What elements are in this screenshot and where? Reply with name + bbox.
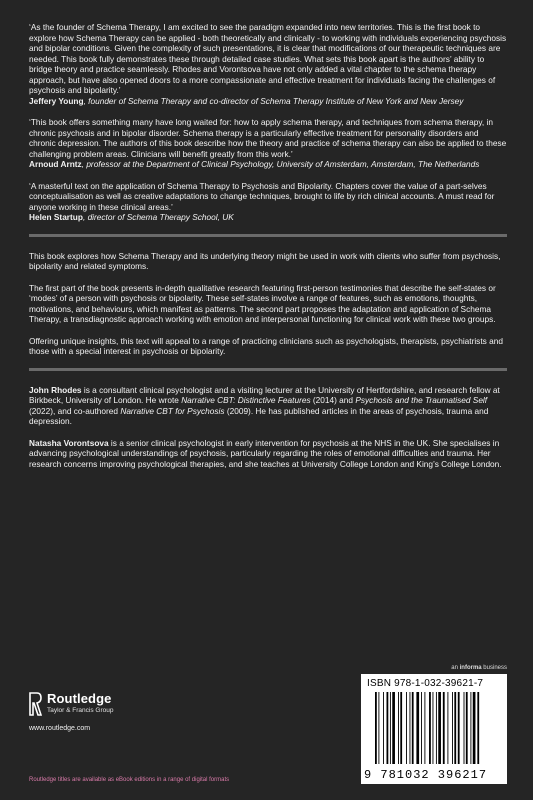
endorser-name: Jeffery Young (29, 95, 84, 106)
endorsement-attribution (29, 212, 507, 223)
endorsement-attribution (29, 159, 507, 170)
publisher-website[interactable]: www.routledge.com (29, 725, 91, 732)
bio-text: is a consultant clinical psychologist and a visiting lecturer at the University of Hertfordshire, and research fellow at Birkbeck, University of London. He wrote (29, 384, 500, 405)
endorsement-3 (29, 181, 507, 223)
cover-footer (29, 665, 507, 790)
ebook-note: Routledge titles are available as eBook editions in a range of digital formats (29, 777, 230, 783)
book-title: Narrative CBT for Psychosis (120, 405, 225, 416)
informa-brand: informa (459, 665, 482, 671)
barcode-icon (375, 692, 503, 764)
isbn-number: ISBN 978-1-032-39621-7 (367, 678, 484, 689)
endorsement-quote: ‘A masterful text on the application of Schema Therapy to Psychosis and Bipolarity. Chapters cover the value of a part-selves conceptualisation as well as creative adaptations to change techniques, brought to life by rich clinical accounts. A must read for anyone working in these clinical areas.’ (29, 180, 495, 212)
endorsement-1 (29, 22, 507, 106)
section-divider (29, 234, 507, 237)
book-title: Narrative CBT: Distinctive Features (181, 395, 311, 405)
section-divider (29, 368, 507, 371)
informa-suffix: business (481, 665, 507, 671)
endorsement-quote: ‘As the founder of Schema Therapy, I am excited to see the paradigm expanded into new territories. This is the first book to explore how Schema Therapy can be applied - both theoretically and clinically - to working with individuals experiencing psychosis and bipolar conditions. Given the complexity of such presentations, it is clear that modifications of our therapeutic techniques are needed. This book fully demonstrates these through detailed case studies. What sets this book apart is the authors’ ability to bridge theory and practice seamlessly. Rhodes and Vorontsova have not only added a vital chapter to the schema therapy approach, but have also opened doors to a more compassionate and effective treatment for individuals facing the challenges of psychosis and bipolarity.’ (29, 22, 507, 95)
endorser-name: Helen Startup (29, 212, 83, 222)
bio-text: (2009). He has published articles in the areas of psychosis, trauma and depression. (29, 405, 489, 426)
endorsement-2 (29, 117, 507, 170)
informa-tagline (451, 665, 507, 671)
endorser-role: , director of Schema Therapy School, UK (82, 212, 234, 222)
ean-digits: 9 781032 396217 (364, 768, 488, 782)
description-paragraph: Offering unique insights, this text will appeal to a range of practicing clinicians such as psychologists, therapists, psychiatrists and those with a special interest in psychosis or bipolarity. (29, 335, 503, 356)
endorser-role: , founder of Schema Therapy and co-director of Schema Therapy Institute of New York and New Jersey (83, 95, 464, 106)
endorser-role: , professor at the Department of Clinical Psychology, University of Amsterdam, Amsterdam, The Netherlands (81, 159, 480, 169)
author-name: John Rhodes (29, 384, 82, 395)
informa-prefix: an (451, 665, 460, 671)
description-paragraph: The first part of the book presents in-depth qualitative research featuring first-person testimonies that describe the self-states or ‘modes’ of a person with psychosis or bipolarity. These self-states involve a range of features, such as emotions, thoughts, motivations, and behaviours, which manifest as patterns. The second part proposes the adaptation and application of Schema Therapy, a transdiagnostic approach working with emotion and interpersonal functioning for clinical work with these two groups. (29, 282, 496, 324)
endorsement-quote: ‘This book offers something many have long waited for: how to apply schema therapy, and techniques from schema therapy, in chronic psychosis and in bipolar disorder. Schema therapy is a particularly effective treatment for personality disorders and chronic depression. The authors of this book describe how the theory and practice of schema therapy can also be applied to these challenging problem areas. Clinicians will benefit greatly from this work.’ (29, 117, 507, 159)
endorsement-attribution (29, 96, 507, 107)
publisher-group: Taylor & Francis Group (47, 707, 114, 714)
publisher-name: Routledge (47, 691, 112, 706)
bio-text: (2022), and co-authored (29, 405, 121, 416)
author-bio-vorontsova (29, 438, 507, 470)
author-bio-rhodes (29, 385, 507, 427)
publisher-logo (29, 690, 159, 720)
book-title: Psychosis and the Traumatised Self (355, 395, 488, 405)
routledge-logo-icon (29, 692, 42, 716)
isbn-barcode (361, 674, 507, 784)
bio-text: (2014) and (310, 395, 356, 405)
cover-text (29, 22, 507, 480)
endorser-name: Arnoud Arntz (29, 159, 82, 169)
author-name: Natasha Vorontsova (29, 437, 109, 448)
bio-text: is a senior clinical psychologist in early intervention for psychosis at the NHS in the UK. She specialises in advancing psychological understandings of psychosis, particularly regarding the roles of emotional difficulties and trauma. Her research concerns improving psychological therapies, and she teaches at University College London and King’s College London. (29, 437, 502, 469)
description-paragraph: This book explores how Schema Therapy and its underlying theory might be used in work with clients who suffer from psychosis, bipolarity and related symptoms. (29, 250, 501, 271)
